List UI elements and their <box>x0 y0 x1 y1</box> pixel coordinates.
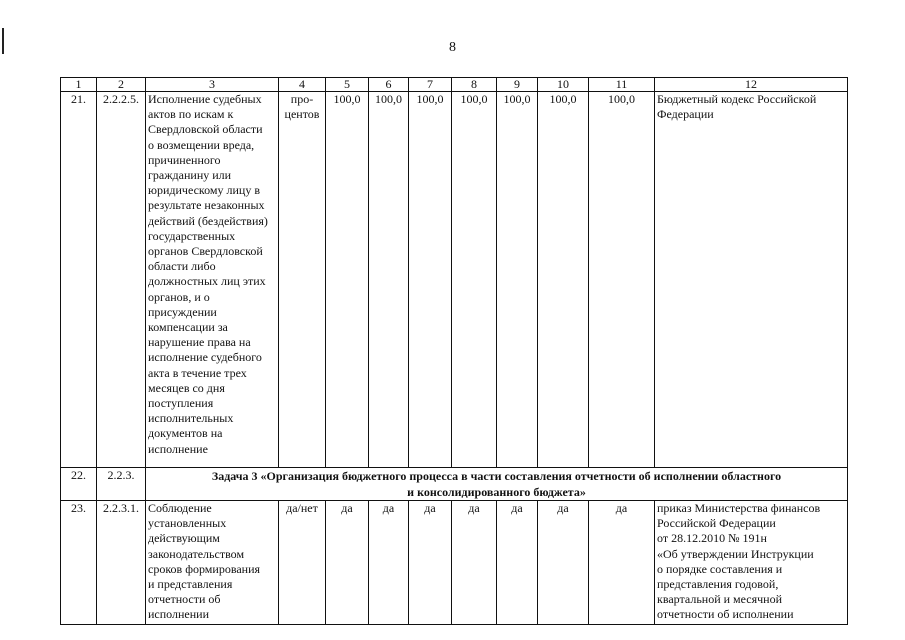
header-cell: 8 <box>452 78 497 92</box>
value-cell: 100,0 <box>538 92 589 468</box>
header-cell: 4 <box>279 78 326 92</box>
value-cell: 100,0 <box>409 92 452 468</box>
row-unit: да/нет <box>279 501 326 625</box>
row-description: Исполнение судебных актов по искам к Свердловской области о возмещении вреда, причиненного гражданину или юридическому лицу в результате незаконных действий (бездействия) государственных органов Свердловской области либо должностных лиц этих органов, и о присуждении компенсации за нарушение права на исполнение судебного акта в течение трех месяцев со дня поступления исполнительных документов на исполнение <box>146 92 279 468</box>
header-row <box>61 78 848 92</box>
header-cell: 9 <box>497 78 538 92</box>
header-cell: 3 <box>146 78 279 92</box>
value-cell: 100,0 <box>452 92 497 468</box>
task-title: Задача 3 «Организация бюджетного процесса в части составления отчетности об исполнении областного и консолидированного бюджета» <box>146 468 848 501</box>
row-number: 22. <box>61 468 97 501</box>
header-cell: 12 <box>655 78 848 92</box>
header-cell: 10 <box>538 78 589 92</box>
value-cell: 100,0 <box>369 92 409 468</box>
value-cell: да <box>369 501 409 625</box>
row-unit: про- центов <box>279 92 326 468</box>
header-cell: 6 <box>369 78 409 92</box>
table-row-21 <box>61 92 848 468</box>
row-number: 23. <box>61 501 97 625</box>
value-cell: да <box>452 501 497 625</box>
row-basis: приказ Министерства финансов Российской Федерации от 28.12.2010 № 191н «Об утверждении Инструкции о порядке составления и представления годовой, квартальной и месячной отчетности об исполнении <box>655 501 848 625</box>
row-number: 21. <box>61 92 97 468</box>
indicators-table <box>60 77 848 625</box>
value-cell: да <box>326 501 369 625</box>
table-row-23 <box>61 501 848 625</box>
row-description: Соблюдение установленных действующим законодательством сроков формирования и представления отчетности об исполнении <box>146 501 279 625</box>
row-code: 2.2.2.5. <box>97 92 146 468</box>
row-code: 2.2.3.1. <box>97 501 146 625</box>
header-cell: 11 <box>589 78 655 92</box>
value-cell: да <box>538 501 589 625</box>
value-cell: да <box>409 501 452 625</box>
page-number: 8 <box>449 40 456 55</box>
value-cell: да <box>497 501 538 625</box>
row-code: 2.2.3. <box>97 468 146 501</box>
header-cell: 2 <box>97 78 146 92</box>
header-cell: 7 <box>409 78 452 92</box>
value-cell: 100,0 <box>326 92 369 468</box>
header-cell: 1 <box>61 78 97 92</box>
value-cell: 100,0 <box>497 92 538 468</box>
value-cell: 100,0 <box>589 92 655 468</box>
value-cell: да <box>589 501 655 625</box>
header-cell: 5 <box>326 78 369 92</box>
table-row-22 <box>61 468 848 501</box>
row-basis: Бюджетный кодекс Российской Федерации <box>655 92 848 468</box>
